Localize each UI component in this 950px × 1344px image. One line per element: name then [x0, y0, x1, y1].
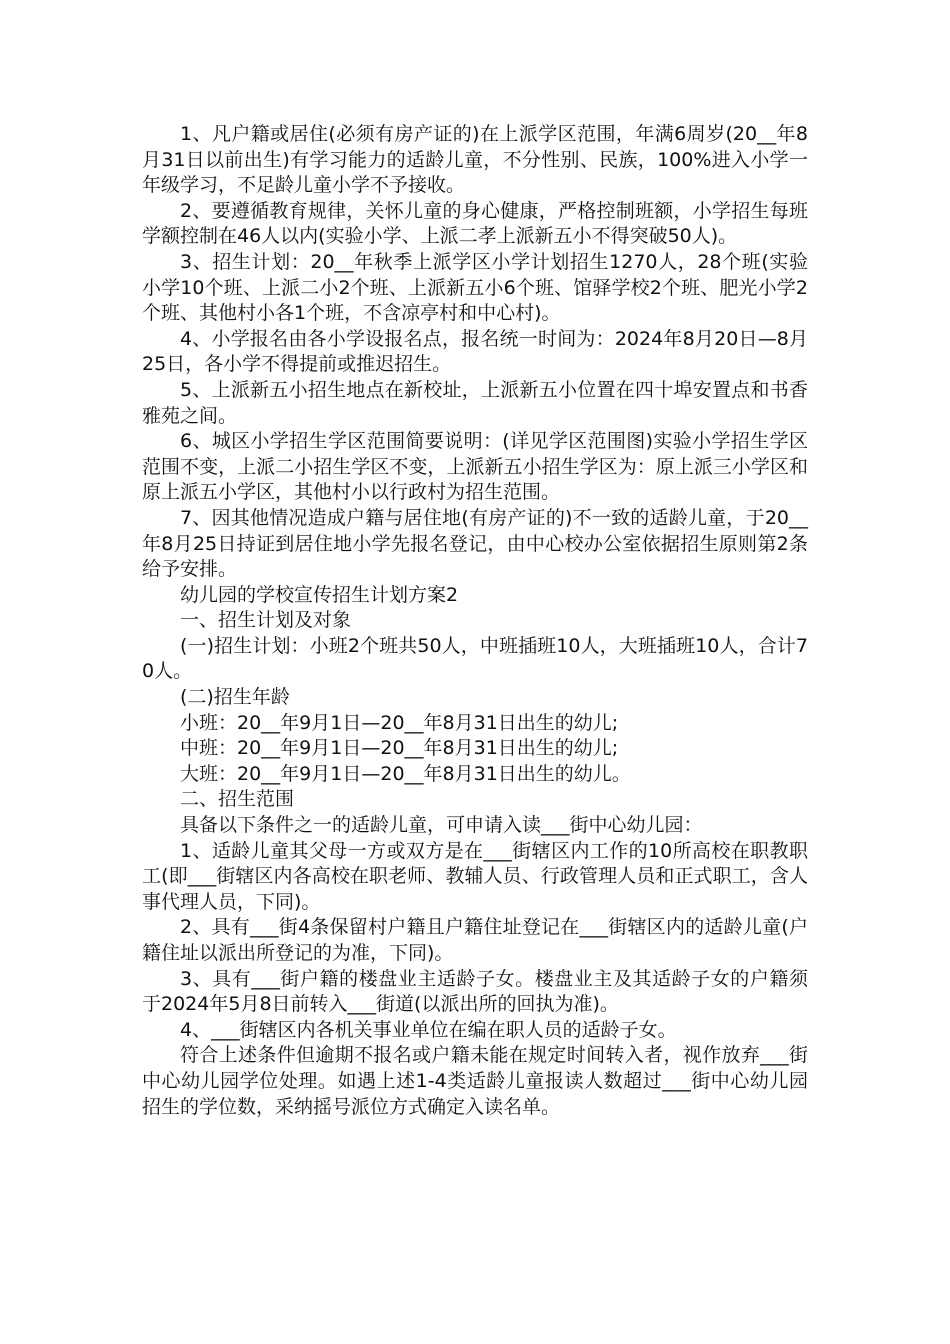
paragraph-closing: 符合上述条件但逾期不报名或户籍未能在规定时间转入者，视作放弃___街中心幼儿园学位处理。如遇上述1-4类适龄儿童报读人数超过___街中心幼儿园招生的学位数，采纳摇号派位方式确定入读名单。: [142, 1044, 808, 1118]
paragraph-3: 3、招生计划：20__年秋季上派学区小学计划招生1270人，28个班(实验小学10个班、上派二小2个班、上派新五小6个班、馆驿学校2个班、肥光小学2个班、其他村小各1个班，不含凉亭村和中心村)。: [142, 250, 808, 325]
heading-enrollment-age: (二)招生年龄: [180, 686, 290, 709]
paragraph-5: 5、上派新五小招生地点在新校址，上派新五小位置在四十埠安置点和书香雅苑之间。: [142, 378, 808, 427]
section-title: 幼儿园的学校宣传招生计划方案2: [180, 583, 459, 606]
paragraph-1: 1、凡户籍或居住(必须有房产证的)在上派学区范围，年满6周岁(20__年8月31日以前出生)有学习能力的适龄儿童，不分性别、民族，100%进入小学一年级学习，不足龄儿童小学不予接收。: [142, 123, 808, 197]
condition-1: 1、适龄儿童其父母一方或双方是在___街辖区内工作的10所高校在职教职工(即___街辖区内各高校在职老师、教辅人员、行政管理人员和正式职工，含人事代理人员，下同)。: [142, 839, 808, 913]
heading-plan-and-target: 一、招生计划及对象: [180, 609, 352, 632]
age-middle-class: 中班：20__年9月1日—20__年8月31日出生的幼儿;: [180, 737, 619, 760]
condition-3: 3、具有___街户籍的楼盘业主适龄子女。楼盘业主及其适龄子女的户籍须于2024年5月8日前转入___街道(以派出所的回执为准)。: [142, 967, 808, 1016]
paragraph-6: 6、城区小学招生学区范围简要说明：(详见学区范围图)实验小学招生学区范围不变，上派二小招生学区不变，上派新五小招生学区为：原上派三小学区和原上派五小学区，其他村小以行政村为招生范围。: [142, 430, 808, 504]
condition-4: 4、___街辖区内各机关事业单位在编在职人员的适龄子女。: [180, 1018, 677, 1041]
heading-enrollment-scope: 二、招生范围: [180, 788, 295, 811]
paragraph-enrollment-plan: (一)招生计划：小班2个班共50人，中班插班10人，大班插班10人，合计70人。: [142, 634, 808, 683]
paragraph-4: 4、小学报名由各小学设报名点，报名统一时间为：2024年8月20日—8月25日，各小学不得提前或推迟招生。: [142, 327, 808, 376]
age-small-class: 小班：20__年9月1日—20__年8月31日出生的幼儿;: [180, 711, 619, 734]
age-large-class: 大班：20__年9月1日—20__年8月31日出生的幼儿。: [180, 762, 631, 785]
paragraph-2: 2、要遵循教育规律，关怀儿童的身心健康，严格控制班额，小学招生每班学额控制在46人以内(实验小学、上派二孝上派新五小不得突破50人)。: [142, 199, 808, 248]
document-body: [142, 122, 808, 1120]
condition-2: 2、具有___街4条保留村户籍且户籍住址登记在___街辖区内的适龄儿童(户籍住址以派出所登记的为准，下同)。: [142, 916, 808, 964]
paragraph-scope-intro: 具备以下条件之一的适龄儿童，可申请入读___街中心幼儿园：: [180, 814, 703, 837]
paragraph-7: 7、因其他情况造成户籍与居住地(有房产证的)不一致的适龄儿童，于20__年8月25日持证到居住地小学先报名登记，由中心校办公室依据招生原则第2条给予安排。: [142, 506, 808, 581]
